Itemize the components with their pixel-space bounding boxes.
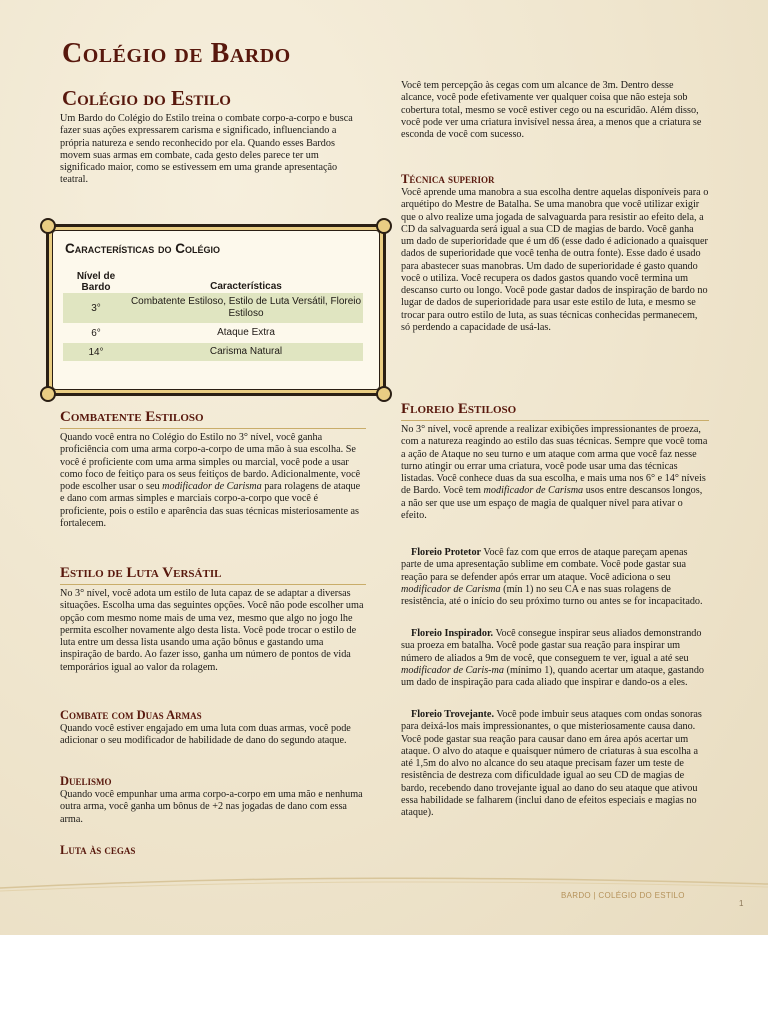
luta-as-cegas-text: Você tem percepção às cegas com um alcance de 3m. Dentro desse alcance, você pode efetivamente ver qualquer coisa que não esteja sob cobertura total, mesmo se você estiver cego ou na escuridão. Além disso, você pode ver uma criatura invisível nessa área, a menos que a criatura se esconda de você com sucesso. <box>401 80 702 140</box>
floreio-estiloso-text <box>401 424 709 522</box>
duelismo-text: Quando você empunhar uma arma corpo-a-corpo em uma mão e nenhuma outra arma, você ganha um bônus de +2 nas jogadas de dano com essa arma. <box>60 789 363 825</box>
floreio-inspirador-text <box>401 628 709 689</box>
text-run-italic: modificador de Carisma <box>162 481 262 492</box>
subsection-title-luta-as-cegas: Luta às cegas <box>60 843 136 857</box>
table-title: Características do Colégio <box>65 241 221 256</box>
header-level: Nível de Bardo <box>76 271 116 293</box>
table-header <box>63 265 363 293</box>
text-run: usos entre descansos longos, a não ser que use um espaço de magia de qualquer nível para ativar o efeito. <box>401 485 703 521</box>
estilo-de-luta-text: No 3° nível, você adota um estilo de luta capaz de se adaptar a diversas situações. Escolha uma das seguintes opções. Você não pode escolher uma opção com mesmo nome mais de uma vez, mesmo que algo no jogo lhe permita escolher novamente algo desta lista. Você pode trocar o estilo de luta entre um dessa lista usando uma ação bônus e gastando uma inspiração de bardo. Ao fazer isso, ganha um número de pontos de vida temporários igual ao valor da rolagem. <box>60 588 364 673</box>
feature-label: Floreio Inspirador. <box>411 628 494 639</box>
feature-label: Floreio Trovejante. <box>411 709 494 720</box>
intro-paragraph: Um Bardo do Colégio do Estilo treina o combate corpo-a-corpo e busca fazer suas ações expressarem carisma e significado, influenciando a própria natureza e sendo reconhecido por ela. Quando esses Bardos movem suas armas em combate, cada gesto deles parece ter um significado maior, como se estivessem em uma grande apresentação teatral. <box>60 113 353 186</box>
features-table <box>63 265 363 361</box>
tecnica-superior-text: Você aprende uma manobra a sua escolha dentre aquelas disponíveis para o arquétipo do Mestre de Batalha. Se uma manobra que você utilizar exigir que o alvo realize uma jogada de salvaguarda para resistir ao efeito dela, a CD da salvaguarda será igual a sua CD de magias de bardo. Você ganha um dado de superioridade que é um d6 (esse dado é adicionado a quaisquer dados de superioridade que você tenha de outra fonte). Esse dado é usado para abastecer suas manobras. Um dado de superioridade é gasto quando você o utiliza. Você recupera os dados gastos quando você termina um descanso curto ou longo. Você pode gastar dados de inspiração de bardo no lugar de dados de superioridade para usar este estilo de luta, e mesmo se trocar para outro estilo de luta, as suas técnicas conhecidas permanecem, só perdendo a capacidade de usá-las. <box>401 187 709 333</box>
duas-armas-text: Quando você estiver engajado em uma luta com duas armas, você pode adicionar o seu modificador de habilidade de dano do segundo ataque. <box>60 723 351 747</box>
corner-ornament <box>40 386 56 402</box>
footer-ornament <box>0 872 768 892</box>
section-title-combatente-estiloso: Combatente Estiloso <box>60 409 366 429</box>
subsection-title-duas-armas: Combate com Duas Armas <box>60 708 202 722</box>
page-footer: BARDO | COLÉGIO DO ESTILO <box>561 891 685 900</box>
row-level: 3° <box>91 302 101 314</box>
text-run: Quando você entra no Colégio do Estilo no 3° nível, você ganha proficiência com uma arma corpo-a-corpo de uma mão à sua escolha. Se você é proficiente com uma arma simples ou marcial, você pode a usar como foco de feitiço para os seus feitiços de bardo. Adicionalmente, você pode escolher usar o seu <box>60 432 361 492</box>
feature-label: Floreio Protetor <box>411 547 482 558</box>
text-run: Você faz com que erros de ataque pareçam apenas parte de uma apresentação sublime em combate. Você pode gastar sua reação para se defender após errar um ataque. Você adiciona o seu <box>401 547 688 583</box>
features-table-box <box>46 224 386 396</box>
text-run-italic: modificador de Carisma <box>401 583 501 595</box>
row-features: Ataque Extra <box>217 327 275 338</box>
combatente-estiloso-text <box>60 432 366 530</box>
subsection-title-tecnica-superior: Técnica superior <box>401 172 495 186</box>
text-run: Você consegue inspirar seus aliados demonstrando sua proeza em batalha. Você pode gastar sua reação para inspirar um número de aliados a 9m de você, que conseguem te ver, igual a até seu <box>401 628 702 664</box>
text-run-italic: modificador de Carisma <box>483 485 584 497</box>
row-level: 14° <box>88 346 104 358</box>
table-row <box>63 293 363 323</box>
text-run: para rolagens de ataque e dano com armas simples e marciais corpo-a-corpo que você é proficiente, pois o estilo e aparência das suas técnicas misteriosamente as fortalecem. <box>60 481 361 529</box>
section-title-floreio-estiloso: Floreio Estiloso <box>401 401 709 421</box>
text-run: (mínimo 1), quando acertar um ataque, gastando um dado de inspiração para cada aliado que inspirar e dando-os a eles. <box>401 664 705 688</box>
header-features: Características <box>210 281 282 292</box>
page-title: Colégio de Bardo <box>62 38 291 69</box>
floreio-trovejante-text <box>401 709 709 819</box>
corner-ornament <box>40 218 56 234</box>
row-features: Combatente Estiloso, Estilo de Luta Versátil, Floreio Estiloso <box>130 296 362 319</box>
section-title-colegio-do-estilo: Colégio do Estilo <box>62 86 231 110</box>
floreio-protetor-text <box>401 547 709 608</box>
table-row <box>63 323 363 343</box>
row-features: Carisma Natural <box>209 346 283 357</box>
page-number: 1 <box>739 899 744 908</box>
text-run-italic: modificador de Caris-ma <box>401 664 505 676</box>
corner-ornament <box>376 386 392 402</box>
text-run: No 3° nível, você aprende a realizar exibições impressionantes de proeza, com a natureza reagindo ao estilo das suas técnicas. Sempre que você toma a ação de Ataque no seu turno e um ataque com arma que você faz nesse turno atingir ou errar uma criatura, você pode usar uma das técnicas listadas. Você conhece duas da sua escolha, e mais uma nos 6° e 14° níveis de Bardo. Você tem <box>401 424 708 497</box>
row-level: 6° <box>91 327 101 339</box>
text-run: (mín 1) no seu CA e nas suas rolagens de resistência, até o início do seu próximo turno ou antes se for incapacitado. <box>401 583 703 607</box>
section-title-estilo-de-luta: Estilo de Luta Versátil <box>60 565 366 585</box>
subsection-title-duelismo: Duelismo <box>60 774 112 788</box>
text-run: Você pode imbuir seus ataques com ondas sonoras para deixá-los mais impressionantes, o que misteriosamente causa dano. Você pode gastar sua reação para causar dano em área após acertar um ataque. O alvo do ataque e quaisquer número de criaturas à sua escolha a até 1,5m do alvo no alcance do seu ataque precisam fazer um teste de resistência de destreza com dificuldade igual ao seu CD de magias de bardo, recebendo dano trovejante igual ao dano do seu ataque que ativou essa habilidade se falharem (inclui dano de efeitos especiais e magias no ataque). <box>401 709 702 818</box>
corner-ornament <box>376 218 392 234</box>
table-row <box>63 343 363 361</box>
